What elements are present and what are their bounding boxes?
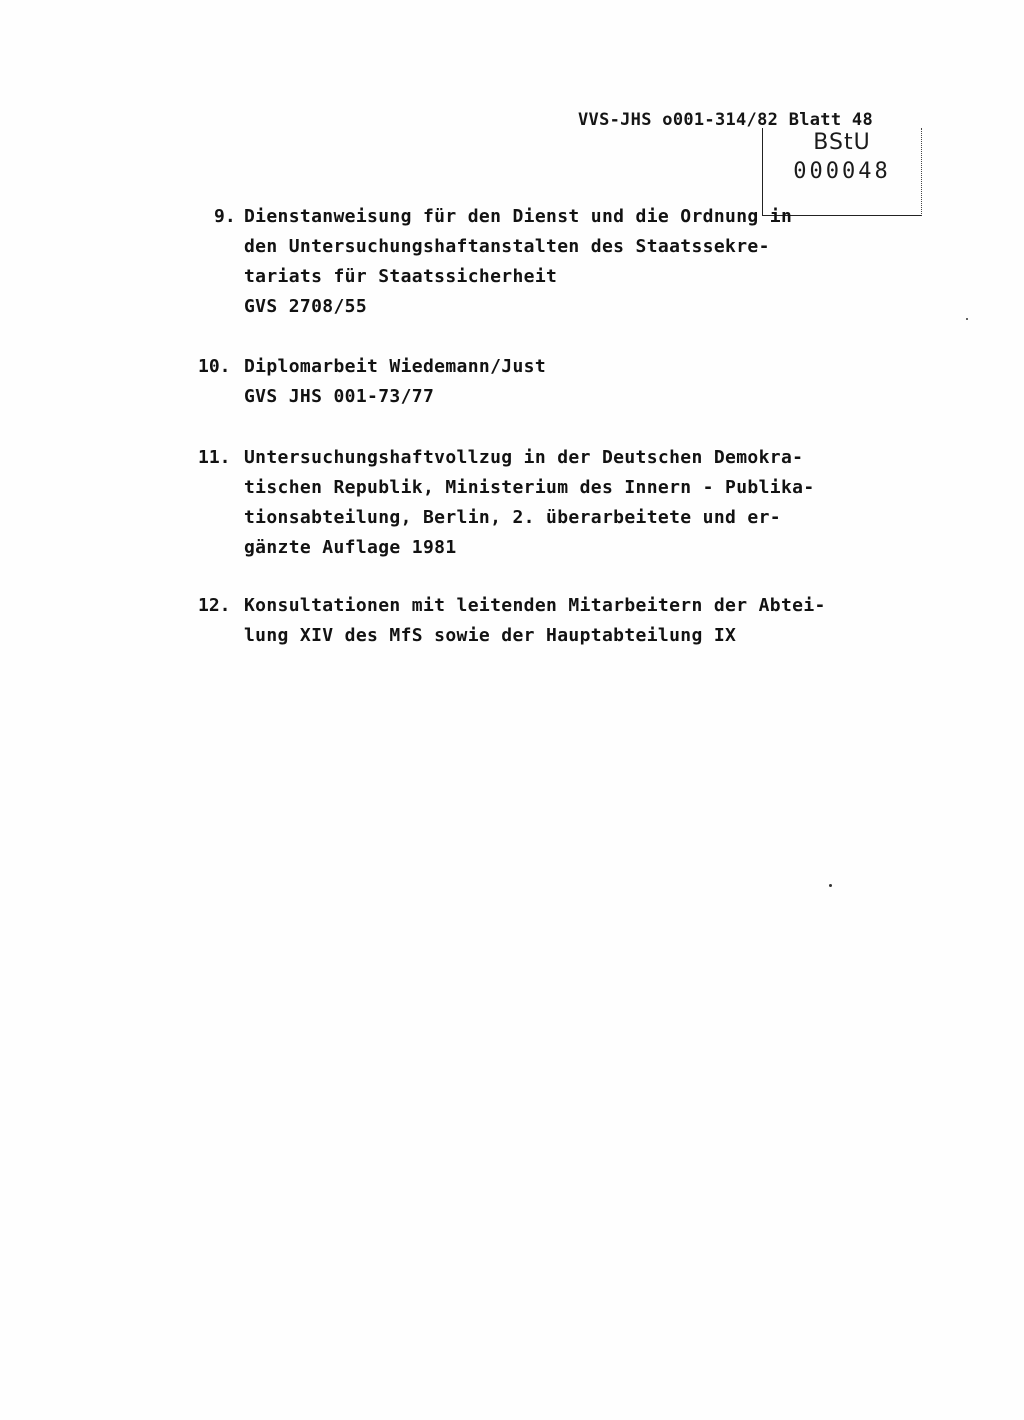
entry-line: lung XIV des MfS sowie der Hauptabteilung IX — [244, 625, 737, 646]
scan-speck — [829, 884, 832, 887]
stamp-number: 000048 — [793, 159, 891, 184]
entry-line: Dienstanweisung für den Dienst und die Ordnung in — [244, 206, 793, 227]
entry-line: Diplomarbeit Wiedemann/Just — [244, 356, 547, 377]
entry-line: Untersuchungshaftvollzug in der Deutschen Demokra- — [244, 447, 804, 468]
archive-stamp — [762, 128, 922, 216]
scan-speck — [966, 318, 968, 320]
entry-line: tariats für Staatssicherheit — [244, 266, 558, 287]
entry-line: tionsabteilung, Berlin, 2. überarbeitete und er- — [244, 507, 781, 528]
document-reference: VVS-JHS o001-314/82 Blatt 48 — [578, 110, 873, 130]
entry-number: 11. — [198, 447, 231, 468]
stamp-organization: BStU — [813, 130, 871, 155]
entry-number: 9. — [214, 206, 236, 227]
entry-line: GVS 2708/55 — [244, 296, 368, 317]
entry-number: 10. — [198, 356, 231, 377]
entry-line: gänzte Auflage 1981 — [244, 537, 457, 558]
entry-line: tischen Republik, Ministerium des Innern - Publika- — [244, 477, 815, 498]
entry-line: den Untersuchungshaftanstalten des Staatssekre- — [244, 236, 770, 257]
entry-line: GVS JHS 001-73/77 — [244, 386, 435, 407]
entry-number: 12. — [198, 595, 231, 616]
entry-line: Konsultationen mit leitenden Mitarbeitern der Abtei- — [244, 595, 826, 616]
